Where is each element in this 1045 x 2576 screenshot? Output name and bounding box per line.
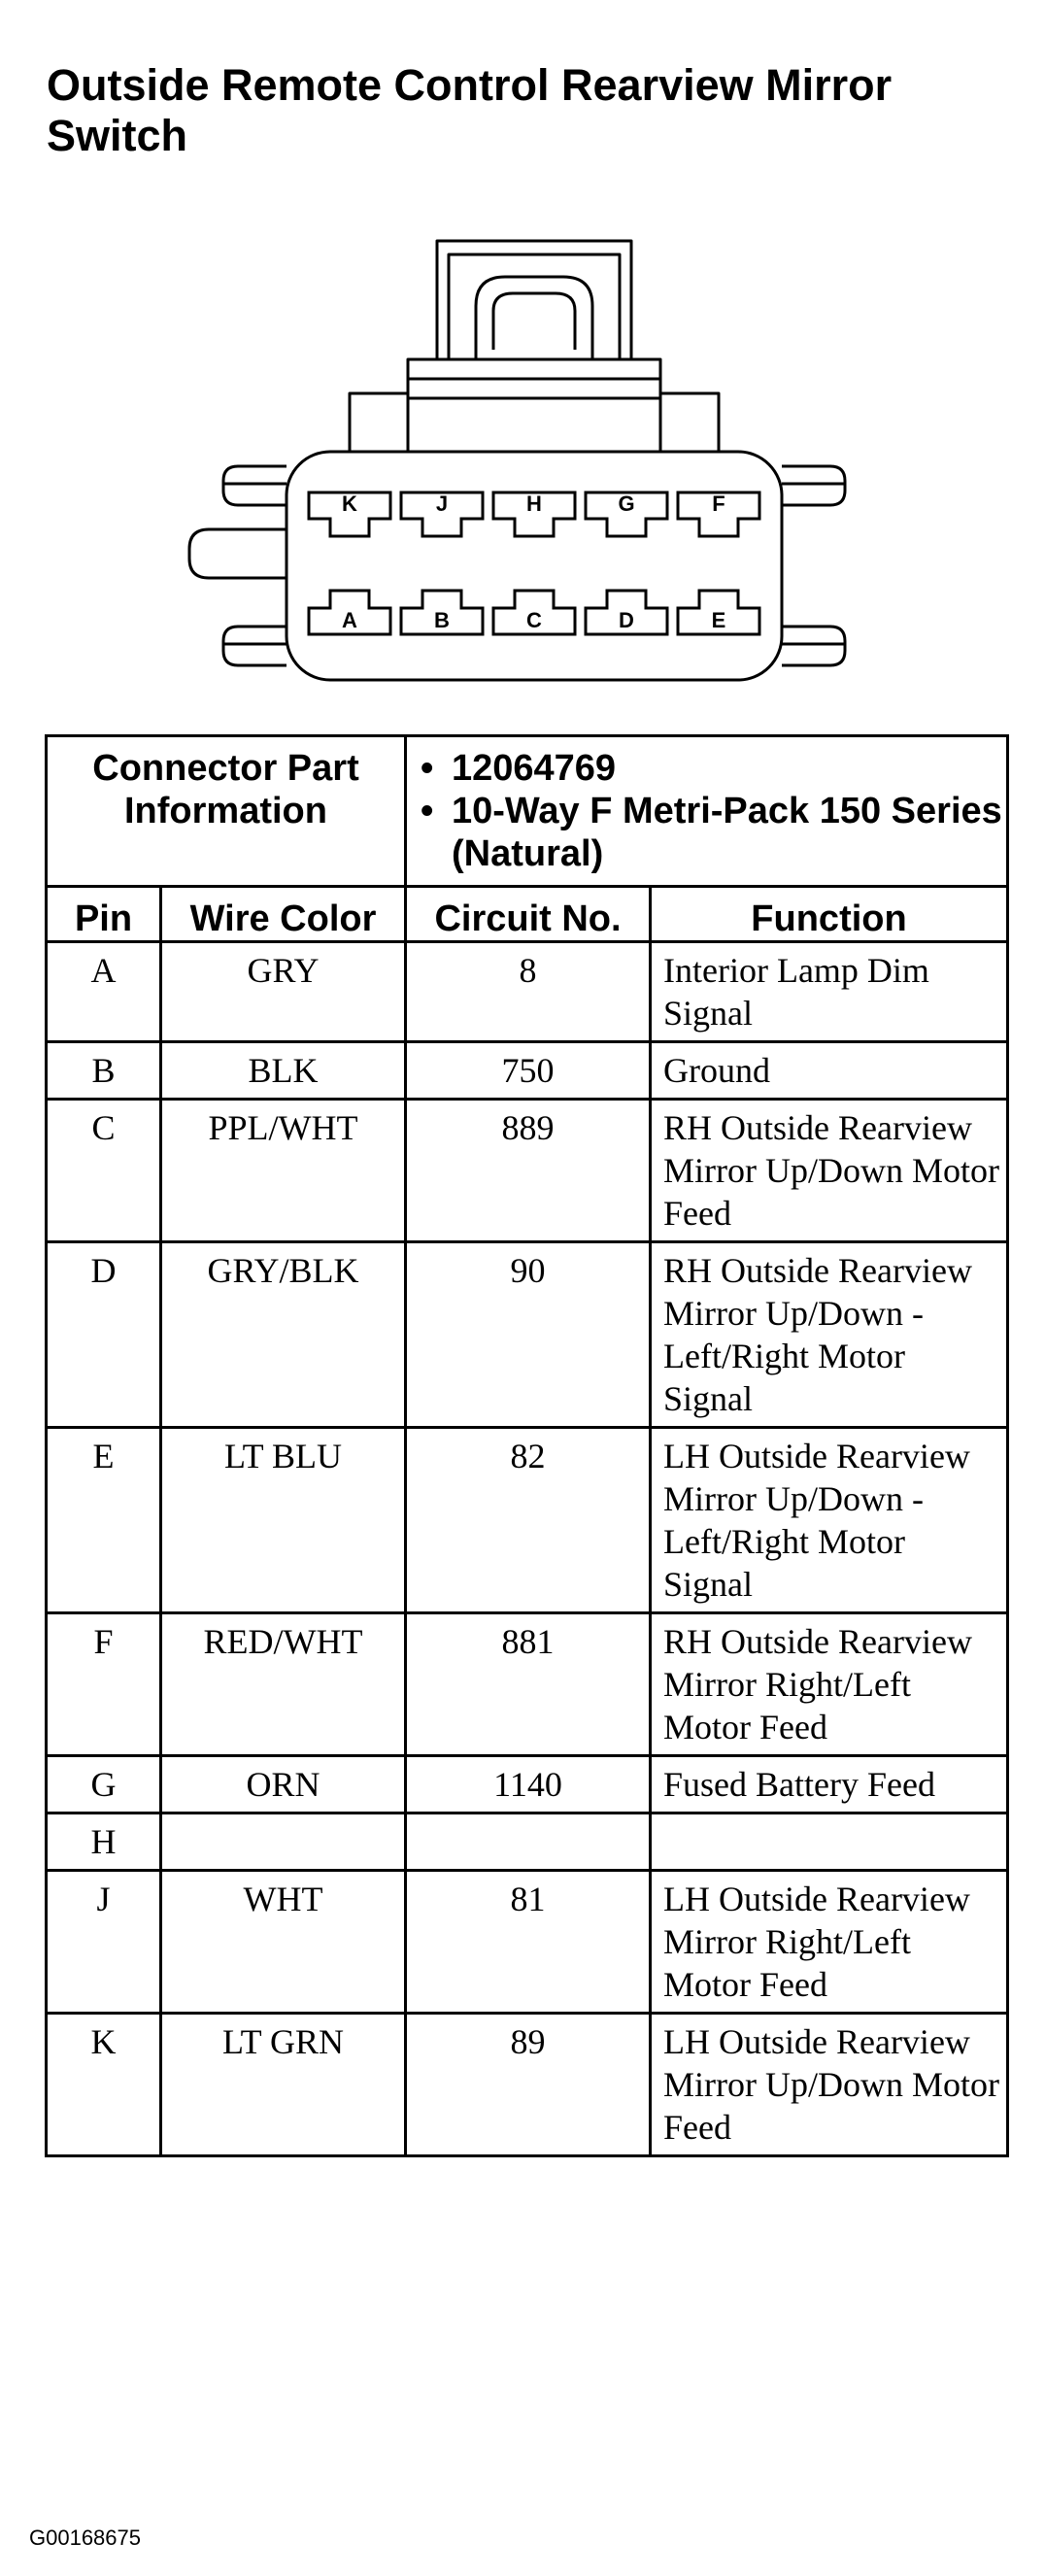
wire-color-cell: RED/WHT [161,1613,406,1756]
wire-color-cell [161,1813,406,1871]
function-cell [651,1813,1008,1871]
pin-label: D [619,608,634,632]
circuit-cell: 881 [406,1613,651,1756]
pin-cavity [309,591,390,634]
column-header-function: Function [651,887,1008,942]
table-row [47,1100,1008,1242]
pin-label: A [342,608,357,632]
table-row [47,1042,1008,1100]
column-header-circuit: Circuit No. [406,887,651,942]
wire-color-cell: LT GRN [161,2014,406,2156]
connector-body [287,452,782,680]
pin-cell: J [47,1871,161,2014]
pin-cell: H [47,1813,161,1871]
pin-cavity [401,491,483,536]
pin-label: B [434,608,450,632]
function-cell: RH Outside Rearview Mirror Up/Down Motor Feed [651,1100,1008,1242]
function-cell: LH Outside Rearview Mirror Right/Left Motor Feed [651,1871,1008,2014]
table-row [47,1242,1008,1428]
pin-label: H [526,491,542,516]
pin-cell: K [47,2014,161,2156]
circuit-cell [406,1813,651,1871]
pin-cavity [493,491,575,536]
table-row [47,1813,1008,1871]
wire-color-cell: ORN [161,1756,406,1813]
wire-color-cell: WHT [161,1871,406,2014]
connector-info-row [47,736,1008,887]
pin-cavities-top-row [309,491,759,536]
circuit-cell: 889 [406,1100,651,1242]
pin-label: G [618,491,635,516]
pin-cell: G [47,1756,161,1813]
pin-label: E [711,608,726,632]
column-header-wire-color: Wire Color [161,887,406,942]
table-row [47,1756,1008,1813]
pin-cell: F [47,1613,161,1756]
pin-cell: E [47,1428,161,1613]
table-row [47,2014,1008,2156]
wire-color-cell: PPL/WHT [161,1100,406,1242]
pinout-table [45,734,1009,2157]
circuit-cell: 1140 [406,1756,651,1813]
pin-cavity [586,591,667,634]
pin-cavity [309,491,390,536]
connector-face-diagram [185,233,855,699]
connector-part-number: • 12064769 [421,747,1006,790]
function-cell: LH Outside Rearview Mirror Up/Down - Left/Right Motor Signal [651,1428,1008,1613]
pin-cell: C [47,1100,161,1242]
function-cell: RH Outside Rearview Mirror Up/Down - Left/Right Motor Signal [651,1242,1008,1428]
wire-color-cell: LT BLU [161,1428,406,1613]
page-title: Outside Remote Control Rearview Mirror Switch [47,60,893,160]
circuit-cell: 8 [406,942,651,1042]
pin-label: F [712,491,725,516]
function-cell: LH Outside Rearview Mirror Up/Down Motor Feed [651,2014,1008,2156]
circuit-cell: 82 [406,1428,651,1613]
column-header-pin: Pin [47,887,161,942]
pin-label: K [342,491,357,516]
pin-cavity [586,491,667,536]
table-row [47,942,1008,1042]
connector-info-label: Connector Part Information [47,736,406,887]
function-cell: Fused Battery Feed [651,1756,1008,1813]
function-cell: RH Outside Rearview Mirror Right/Left Motor Feed [651,1613,1008,1756]
pin-cavity [493,591,575,634]
pin-cavity [401,591,483,634]
connector-info-values [406,736,1008,887]
pin-cell: A [47,942,161,1042]
wire-color-cell: GRY [161,942,406,1042]
pin-cell: B [47,1042,161,1100]
wire-color-cell: GRY/BLK [161,1242,406,1428]
function-cell: Ground [651,1042,1008,1100]
table-row [47,1613,1008,1756]
pin-cell: D [47,1242,161,1428]
circuit-cell: 81 [406,1871,651,2014]
table-row [47,1428,1008,1613]
connector-type: • 10-Way F Metri-Pack 150 Series (Natural) [421,790,1006,875]
column-header-row [47,887,1008,942]
pin-cavity [678,491,759,536]
pin-label: J [435,491,449,516]
pin-cavities-bottom-row [309,591,759,634]
circuit-cell: 750 [406,1042,651,1100]
circuit-cell: 90 [406,1242,651,1428]
pin-label: C [526,608,542,632]
wire-color-cell: BLK [161,1042,406,1100]
pin-cavity [678,591,759,634]
figure-reference: G00168675 [29,2525,141,2550]
circuit-cell: 89 [406,2014,651,2156]
latch-tab [437,241,631,359]
table-row [47,1871,1008,2014]
function-cell: Interior Lamp Dim Signal [651,942,1008,1042]
